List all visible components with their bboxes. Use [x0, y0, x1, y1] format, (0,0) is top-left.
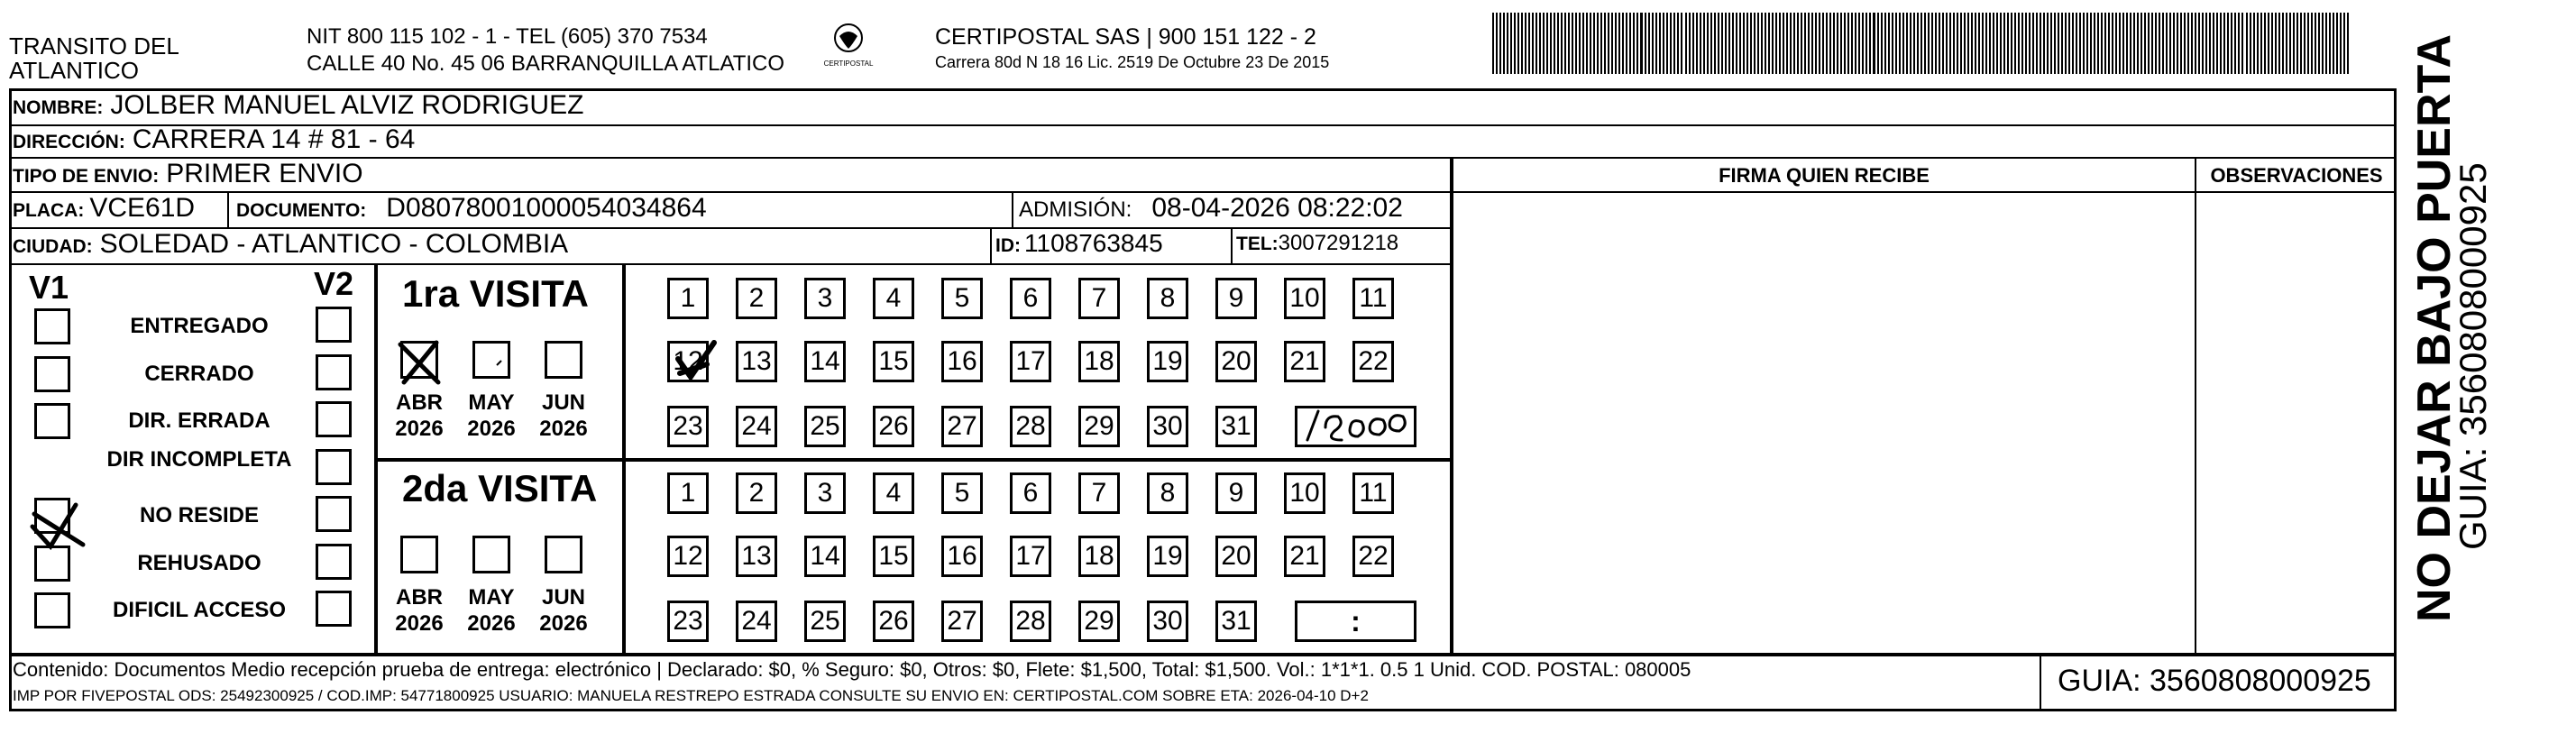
issuer-name	[9, 34, 179, 83]
status-label: DIR. ERRADA	[128, 408, 270, 433]
visit-day-checkbox[interactable]: 2	[736, 472, 777, 514]
visit-day-checkbox[interactable]: 3	[804, 472, 846, 514]
status-label: ENTREGADO	[130, 314, 269, 338]
visit-day-checkbox[interactable]: 14	[804, 536, 846, 577]
recipient-name: JOLBER MANUEL ALVIZ RODRIGUEZ	[110, 90, 584, 120]
contents-details: Contenido: Documentos Medio recepción prueba de entrega: electrónico | Declarado: $0, % Seguro: $0, Otros: $0, Flete: $1,500, Total: $1,500. Vol.: 1*1*1. 0.5 1 Unid. COD. POSTAL: 080005	[13, 658, 1691, 681]
v2-status-checkbox[interactable]	[316, 544, 352, 580]
visit-day-checkbox[interactable]: 18	[1078, 536, 1120, 577]
recipient-name-label: NOMBRE:	[13, 97, 104, 118]
v2-status-checkbox[interactable]	[316, 307, 352, 343]
signature-column-header: FIRMA QUIEN RECIBE	[1719, 164, 1930, 187]
certipostal-logo	[811, 20, 885, 76]
plate-value: VCE61D	[89, 193, 196, 223]
visit-day-checkbox[interactable]: 25	[804, 601, 846, 642]
visit-1-title: 1ra VISITA	[402, 272, 589, 315]
visit-day-checkbox[interactable]: 30	[1147, 406, 1188, 447]
visit-day-checkbox[interactable]: 22	[1352, 341, 1394, 382]
visit-day-checkbox[interactable]: 6	[1010, 278, 1051, 319]
city-row	[13, 229, 568, 260]
visit-month-label: ABR 2026	[395, 390, 444, 441]
visit-day-checkbox[interactable]: 24	[736, 601, 777, 642]
id-value: 1108763845	[1024, 229, 1163, 257]
visit-month-label: MAY 2026	[467, 585, 516, 636]
v1-status-checkbox[interactable]	[34, 592, 70, 628]
issuer-line-2: ATLANTICO	[9, 57, 139, 84]
v2-status-checkbox[interactable]	[316, 591, 352, 627]
recipient-name-row	[13, 90, 583, 121]
visit-day-checkbox[interactable]: 28	[1010, 406, 1051, 447]
visit-2-title: 2da VISITA	[402, 467, 598, 509]
visit-month-checkbox[interactable]	[472, 341, 510, 379]
id-row	[995, 229, 1163, 258]
visit-day-checkbox[interactable]: 9	[1215, 278, 1257, 319]
v1-status-checkbox[interactable]	[34, 356, 70, 392]
visit-day-checkbox[interactable]: 20	[1215, 341, 1257, 382]
visit-day-checkbox[interactable]: 2	[736, 278, 777, 319]
visit-day-checkbox[interactable]: 30	[1147, 601, 1188, 642]
phone-row	[1236, 231, 1398, 256]
visit-day-checkbox[interactable]: 24	[736, 406, 777, 447]
visit-day-checkbox[interactable]: 5	[941, 278, 983, 319]
visit-day-checkbox[interactable]: 13	[736, 536, 777, 577]
admission-row	[1019, 193, 1403, 224]
id-label: ID:	[995, 235, 1021, 256]
document-label: DOCUMENTO:	[236, 200, 367, 221]
visit-day-checkbox[interactable]: 26	[873, 406, 914, 447]
address-label: DIRECCIÓN:	[13, 132, 125, 152]
visit-day-checkbox[interactable]: 1	[667, 472, 709, 514]
carrier-name: CERTIPOSTAL SAS | 900 151 122 - 2	[935, 24, 1316, 50]
status-label: NO RESIDE	[139, 503, 260, 527]
address-line: CALLE 40 No. 45 06 BARRANQUILLA ATLATICO	[307, 51, 785, 76]
visit-day-checkbox[interactable]: 8	[1147, 472, 1188, 514]
visit-month-checkbox[interactable]	[400, 341, 438, 379]
print-details: IMP POR FIVEPOSTAL ODS: 25492300925 / COD.IMP: 54771800925 USUARIO: MANUELA RESTREPO ESTRADA CONSULTE SU ENVIO EN: CERTIPOSTAL.COM SOBRE ETA: 2026-04-10 D+2	[13, 687, 1369, 704]
shipment-type-label: TIPO DE ENVIO:	[13, 166, 160, 187]
phone-value: 3007291218	[1278, 231, 1399, 255]
admission-value: 08-04-2026 08:22:02	[1151, 193, 1403, 223]
visit-2-status-header: V2	[314, 265, 354, 302]
visit-day-checkbox[interactable]: 14	[804, 341, 846, 382]
shipment-type: PRIMER ENVIO	[166, 159, 363, 188]
visit-day-checkbox[interactable]: 29	[1078, 601, 1120, 642]
visit-day-checkbox[interactable]: 4	[873, 278, 914, 319]
v2-status-checkbox[interactable]	[316, 496, 352, 532]
admission-label: ADMISIÓN:	[1019, 197, 1132, 222]
address-value: CARRERA 14 # 81 - 64	[132, 124, 416, 154]
visit-day-checkbox[interactable]: 20	[1215, 536, 1257, 577]
visit-month-checkbox[interactable]	[400, 536, 438, 573]
city-value: SOLEDAD - ATLANTICO - COLOMBIA	[99, 229, 569, 259]
issuer-contact	[307, 23, 784, 78]
visit-day-checkbox[interactable]: 17	[1010, 341, 1051, 382]
visit-day-checkbox[interactable]: 9	[1215, 472, 1257, 514]
carrier-info	[935, 23, 1329, 74]
observations-column-header: OBSERVACIONES	[2210, 164, 2383, 187]
visit-day-checkbox[interactable]: 23	[667, 601, 709, 642]
plate-label: PLACA:	[13, 200, 85, 221]
v2-status-checkbox[interactable]	[316, 401, 352, 437]
document-row	[236, 193, 707, 224]
visit-day-checkbox[interactable]: 7	[1078, 278, 1120, 319]
visit-day-checkbox[interactable]: 12	[667, 536, 709, 577]
city-label: CIUDAD:	[13, 236, 93, 257]
visit-day-checkbox[interactable]: 7	[1078, 472, 1120, 514]
visit-day-checkbox[interactable]: 21	[1284, 341, 1325, 382]
status-label: REHUSADO	[137, 551, 261, 575]
visit-day-checkbox[interactable]: 28	[1010, 601, 1051, 642]
visit-day-checkbox[interactable]: 17	[1010, 536, 1051, 577]
visit-1-status-header: V1	[29, 269, 69, 306]
visit-day-checkbox[interactable]: 23	[667, 406, 709, 447]
shipment-type-row	[13, 159, 363, 189]
guide-number-side: GUIA: 3560808000925	[2452, 162, 2494, 550]
visit-day-checkbox[interactable]: 16	[941, 536, 983, 577]
address-row	[13, 124, 415, 155]
visit-day-checkbox[interactable]: 11	[1352, 278, 1394, 319]
visit-day-checkbox[interactable]: 16	[941, 341, 983, 382]
plate-row	[13, 193, 195, 224]
visit-day-checkbox[interactable]: 10	[1284, 472, 1325, 514]
logo-text: CERTIPOSTAL	[823, 60, 874, 68]
visit-day-checkbox[interactable]: 31	[1215, 601, 1257, 642]
visit-month-checkbox[interactable]	[472, 536, 510, 573]
issuer-line-1: TRANSITO DEL	[9, 32, 179, 60]
v2-status-checkbox[interactable]	[316, 354, 352, 390]
visit-month-checkbox[interactable]	[545, 341, 582, 379]
status-label: DIFICIL ACCESO	[112, 598, 286, 622]
visit-day-checkbox[interactable]: 26	[873, 601, 914, 642]
visit-day-checkbox[interactable]: 31	[1215, 406, 1257, 447]
visit-day-checkbox[interactable]: 15	[873, 536, 914, 577]
visit-day-checkbox[interactable]: 29	[1078, 406, 1120, 447]
visit-day-checkbox[interactable]: 13	[736, 341, 777, 382]
barcode	[1492, 13, 2349, 74]
v1-status-checkbox[interactable]	[34, 546, 70, 582]
do-not-leave-under-door-notice: NO DEJAR BAJO PUERTA	[2408, 33, 2461, 622]
guide-number-footer: GUIA: 3560808000925	[2058, 664, 2371, 698]
visit-day-checkbox[interactable]: 15	[873, 341, 914, 382]
v1-status-checkbox[interactable]	[34, 308, 70, 344]
visit-day-checkbox[interactable]: 11	[1352, 472, 1394, 514]
visit-day-checkbox[interactable]: 8	[1147, 278, 1188, 319]
visit-day-checkbox[interactable]: 12	[667, 341, 709, 382]
carrier-license: Carrera 80d N 18 16 Lic. 2519 De Octubre 23 De 2015	[935, 53, 1330, 71]
visit-month-label: JUN 2026	[539, 585, 588, 636]
phone-label: TEL:	[1236, 234, 1279, 254]
visit-day-checkbox[interactable]: 3	[804, 278, 846, 319]
visit-day-checkbox[interactable]: 19	[1147, 536, 1188, 577]
visit-day-checkbox[interactable]: 21	[1284, 536, 1325, 577]
visit-month-label: ABR 2026	[395, 585, 444, 636]
visit-day-checkbox[interactable]: 18	[1078, 341, 1120, 382]
visit-month-checkbox[interactable]	[545, 536, 582, 573]
visit-day-checkbox[interactable]: 22	[1352, 536, 1394, 577]
visit-day-checkbox[interactable]: 5	[941, 472, 983, 514]
visit-day-checkbox[interactable]: 27	[941, 406, 983, 447]
v1-status-checkbox[interactable]	[34, 498, 70, 534]
status-label: DIR INCOMPLETA	[106, 447, 292, 472]
visit-month-label: JUN 2026	[539, 390, 588, 441]
status-label: CERRADO	[144, 362, 254, 386]
visit-month-label: MAY 2026	[467, 390, 516, 441]
nit-line: NIT 800 115 102 - 1 - TEL (605) 370 7534	[307, 24, 708, 49]
visit-day-checkbox[interactable]: 27	[941, 601, 983, 642]
visit-day-checkbox[interactable]: 25	[804, 406, 846, 447]
visit-day-checkbox[interactable]: 1	[667, 278, 709, 319]
visit-day-checkbox[interactable]: 10	[1284, 278, 1325, 319]
visit-day-checkbox[interactable]: 4	[873, 472, 914, 514]
visit-day-checkbox[interactable]: 19	[1147, 341, 1188, 382]
document-value: D080780010000540348​64	[386, 193, 707, 223]
visit-time-field[interactable]	[1295, 406, 1416, 447]
v2-status-checkbox[interactable]	[316, 449, 352, 485]
visit-time-field[interactable]: :	[1295, 601, 1416, 642]
v1-status-checkbox[interactable]	[34, 403, 70, 439]
visit-day-checkbox[interactable]: 6	[1010, 472, 1051, 514]
